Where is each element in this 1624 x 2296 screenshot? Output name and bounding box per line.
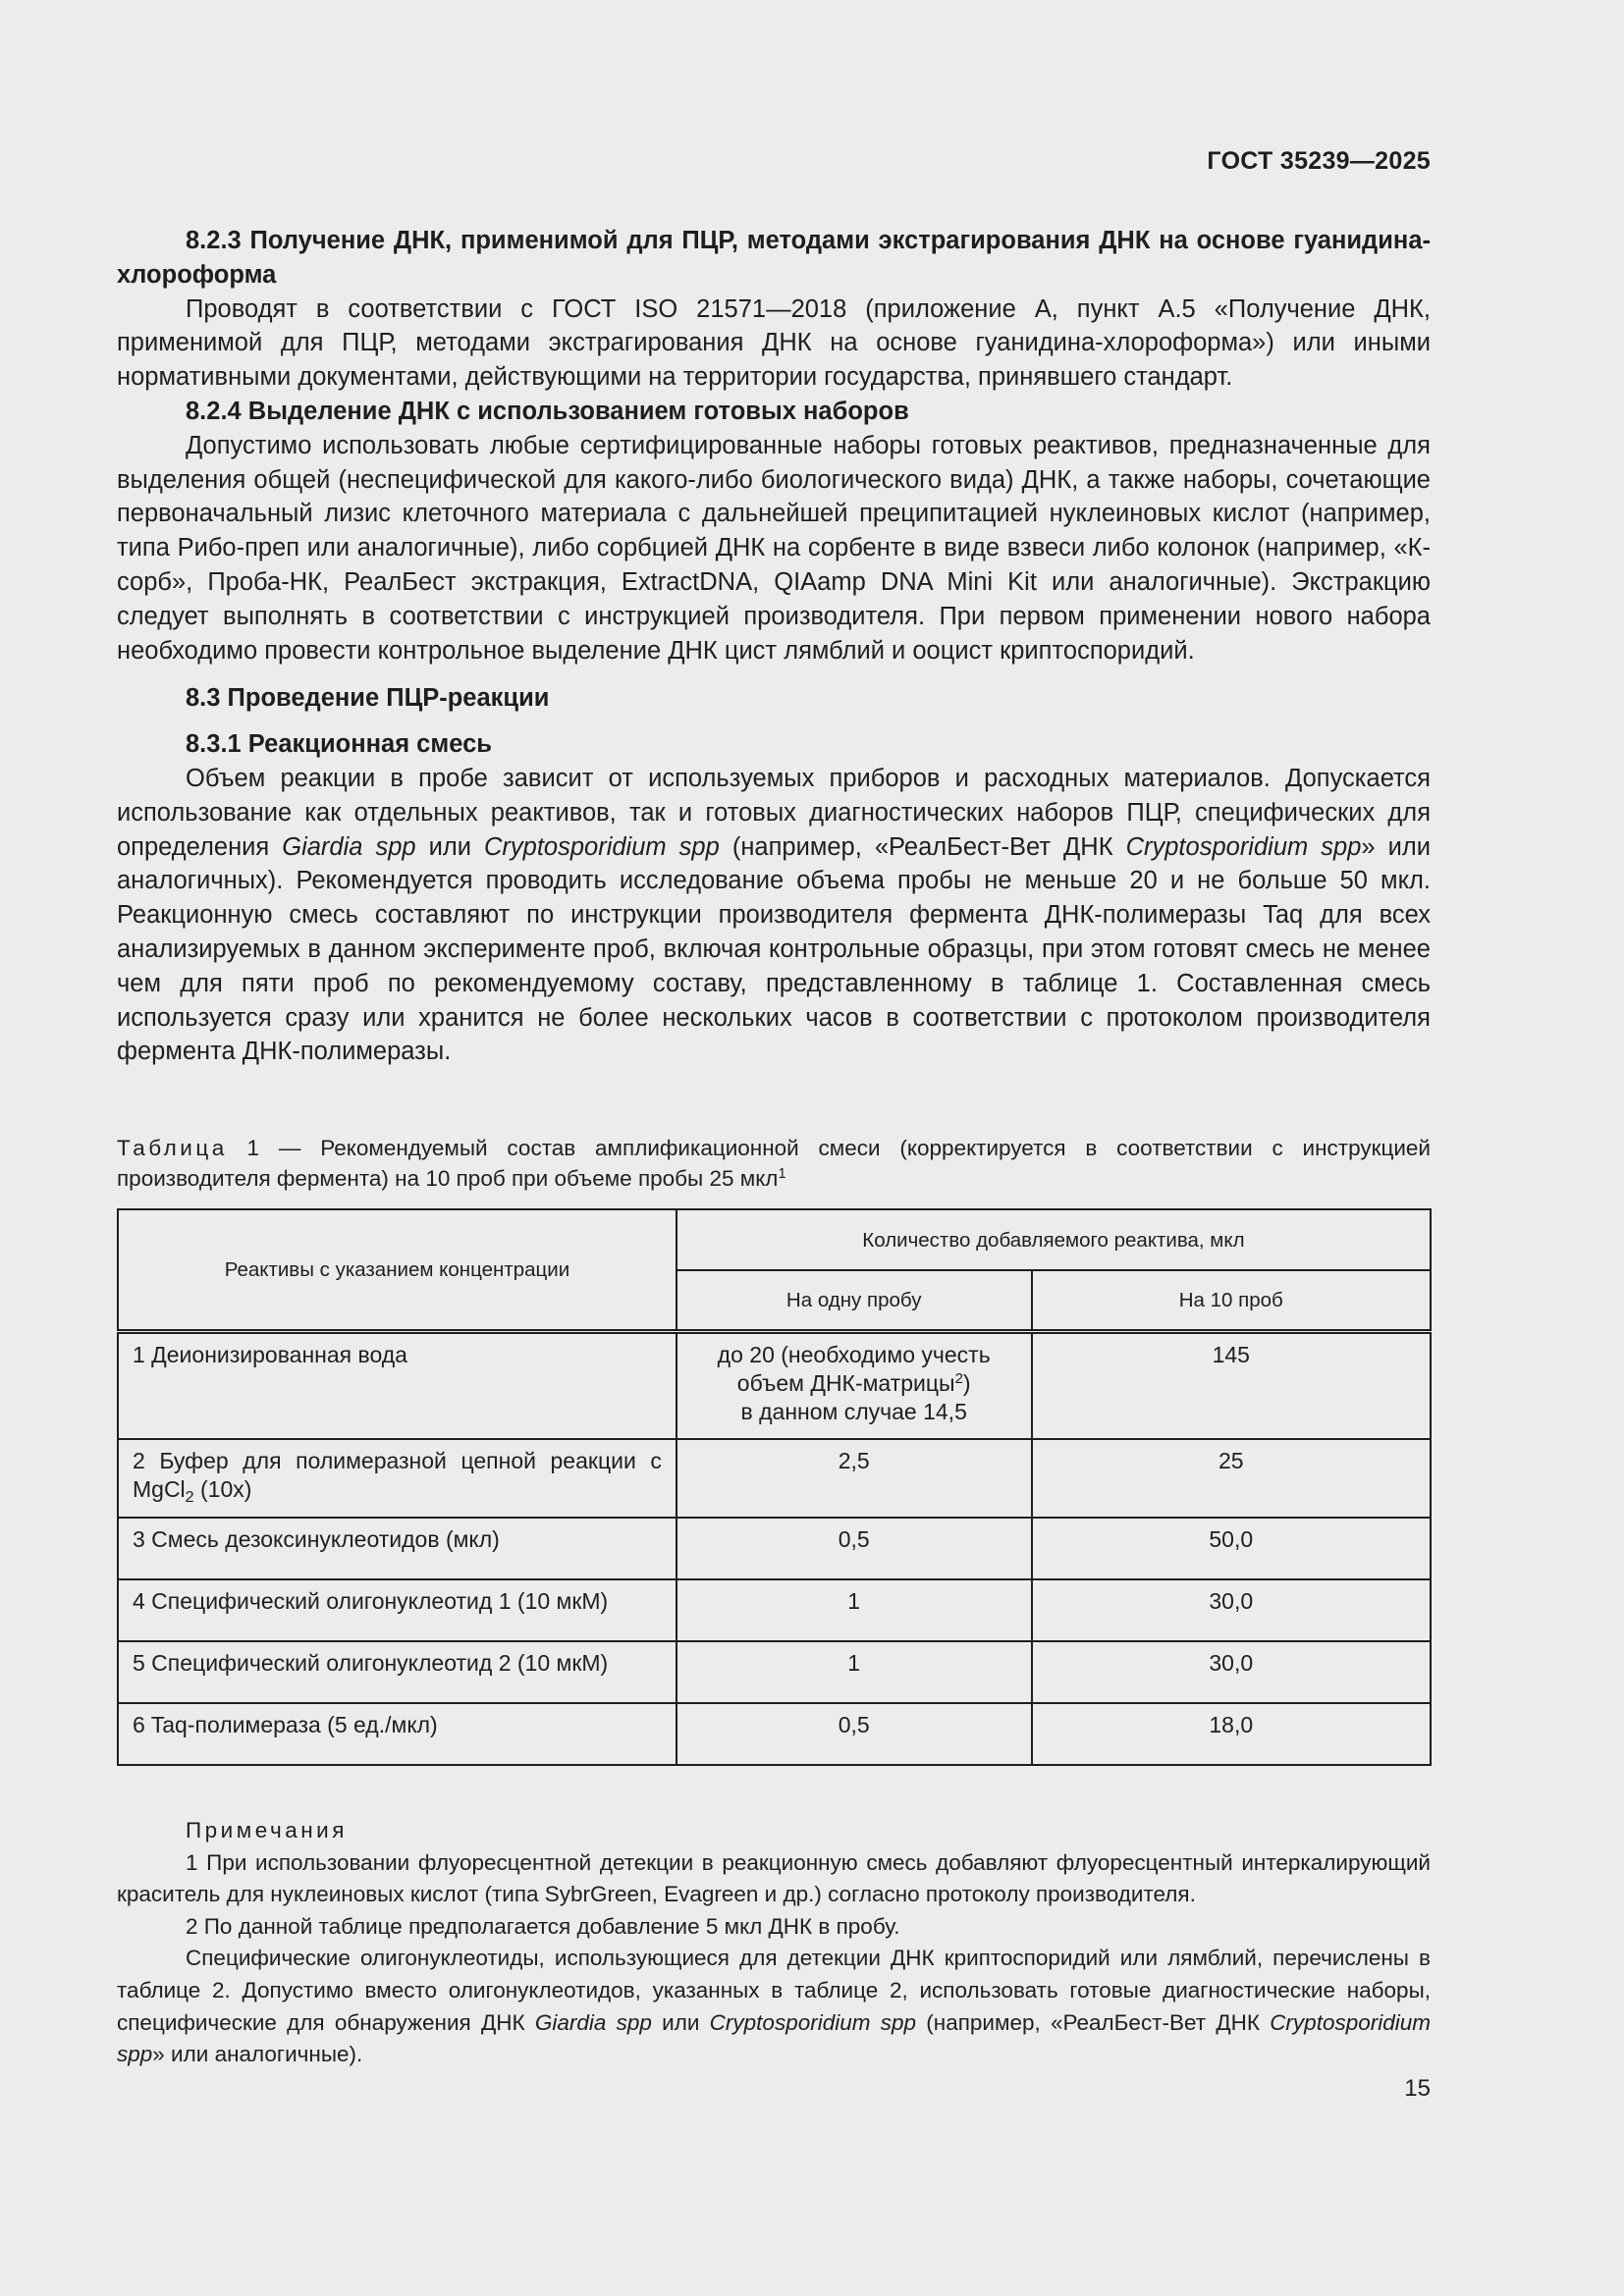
note-1: 1 При использовании флуоресцентной детекции в реакционную смесь добавляют флуоресцентный интеркалирующий краситель для нуклеиновых кислот (типа SybrGreen, Evagreen и др.) согласно протоколу производителя. [117,1849,1431,1907]
table-label: Таблица [117,1136,228,1160]
heading-8-2-4: 8.2.4 Выделение ДНК с использованием готовых наборов [186,397,909,425]
reagent-name: 4 Специфический олигонуклеотид 1 (10 мкМ) [118,1579,677,1641]
text-run: 2 Буфер для полимеразной цепной реакции с MgCl [133,1448,662,1502]
text-run: Объем реакции в пробе зависит от используемых приборов и расходных материалов. Допускается использование как отдельных реактивов, так и готовых диагностических наборов ПЦР, специфических для определения [117,764,1431,861]
heading-8-2-3: 8.2.3 Получение ДНК, применимой для ПЦР, методами экстрагирования ДНК на основе гуанидина-хлороформа [117,227,1431,289]
per-sample-value: 0,5 [677,1518,1032,1579]
per-10-value: 30,0 [1032,1579,1432,1641]
table-row [118,1703,1431,1765]
value-line: объем ДНК-матрицы [736,1369,955,1396]
footnote-ref: 2 [954,1369,963,1387]
paragraph-8-3-1 [117,762,1431,1069]
per-10-value: 18,0 [1032,1703,1432,1765]
text-run: » или аналогичных). Рекомендуется проводить исследование объема пробы не меньше 20 и не больше 50 мкл. Реакционную смесь составляют по инструкции производителя фермента ДНК-полимеразы Taq для всех анализируемых в данном эксперименте проб, включая контрольные образцы, при этом готовят смесь не менее чем для пяти проб по рекомендуемому составу, представленному в таблице 1. Составленная смесь используется сразу или хранится не более нескольких часов в соответствии с протоколом производителя фермента ДНК-полимеразы. [117,832,1431,1066]
header-reagents: Реактивы с указанием концентрации [118,1209,677,1331]
per-sample-value: 1 [677,1641,1032,1703]
text-run: или [415,832,484,861]
reagent-name [118,1439,677,1518]
notes-block [117,1815,1431,2071]
per-sample-value [677,1331,1032,1439]
main-text [117,224,1431,1069]
value-line: до 20 (необходимо учесть [717,1341,991,1367]
table-caption-text: 1 — Рекомендуемый состав амплификационной смеси (корректируется в соответствии с инструкцией производителя фермента) на 10 проб при объеме пробы 25 мкл [117,1136,1431,1191]
table-row [118,1439,1431,1518]
standard-header: ГОСТ 35239—2025 [1207,147,1431,175]
table-row [118,1579,1431,1641]
text-run: или [651,2009,710,2035]
header-per-10-samples: На 10 проб [1032,1270,1432,1331]
reagent-table [117,1208,1432,1766]
closing-paragraph [117,1943,1431,2070]
footnote-ref: 1 [778,1165,786,1182]
text-run: » или аналогичные). [152,2042,363,2067]
text-run: (10x) [193,1476,252,1502]
header-quantity-group: Количество добавляемого реактива, мкл [677,1209,1431,1270]
header-per-sample: На одну пробу [677,1270,1032,1331]
heading-8-3: 8.3 Проведение ПЦР-реакции [186,684,550,713]
per-10-value: 25 [1032,1439,1432,1518]
species-name: Giardia spp [534,2009,652,2035]
species-name: Cryptosporidium spp [117,2009,1431,2067]
table-caption [117,1133,1431,1194]
text-run: (например, «РеалБест-Вет ДНК [916,2009,1271,2035]
note-2: 2 По данной таблице предполагается добавление 5 мкл ДНК в пробу. [186,1913,900,1939]
reagent-name: 3 Смесь дезоксинуклеотидов (мкл) [118,1518,677,1579]
per-10-value: 145 [1032,1331,1432,1439]
reagent-name: 5 Специфический олигонуклеотид 2 (10 мкМ) [118,1641,677,1703]
table-row [118,1641,1431,1703]
paragraph-8-2-4: Допустимо использовать любые сертифицированные наборы готовых реактивов, предназначенные для выделения общей (неспецифической для какого-либо биологического вида) ДНК, а также наборы, сочетающие первоначальный лизис клеточного материала с дальнейшей преципитацией нуклеиновых кислот (например, типа Рибо-преп или аналогичные), либо сорбцией ДНК на сорбенте в виде взвеси либо колонок (например, «К-сорб», Проба-НК, РеалБест экстракция, ExtractDNA, QIAamp DNA Mini Kit или аналогичные). Экстракцию следует выполнять в соответствии с инструкцией производителя. При первом применении нового набора необходимо провести контрольное выделение ДНК цист лямблий и ооцист криптоспоридий. [117,431,1431,665]
per-sample-value: 2,5 [677,1439,1032,1518]
species-name: Cryptosporidium spp [484,832,720,861]
per-10-value: 50,0 [1032,1518,1432,1579]
species-name: Cryptosporidium spp [709,2009,917,2035]
table-row [118,1518,1431,1579]
text-run: Специфические олигонуклеотиды, использующиеся для детекции ДНК криптоспоридий или лямблий, перечислены в таблице 2. Допустимо вместо олигонуклеотидов, указанных в таблице 2, использовать готовые диагностические наборы, специфические для обнаружения ДНК [117,1946,1431,2035]
value-line: в данном случае 14,5 [740,1398,967,1424]
page-number: 15 [1404,2075,1431,2102]
heading-8-3-1: 8.3.1 Реакционная смесь [186,730,492,759]
per-sample-value: 1 [677,1579,1032,1641]
per-10-value: 30,0 [1032,1641,1432,1703]
reagent-name: 1 Деионизированная вода [118,1331,677,1439]
notes-title: Примечания [186,1818,348,1842]
table-row [118,1331,1431,1439]
reagent-name: 6 Taq-полимераза (5 ед./мкл) [118,1703,677,1765]
subscript: 2 [185,1487,194,1506]
value-line: ) [962,1369,971,1396]
species-name: Cryptosporidium spp [1125,832,1362,861]
text-run: (например, «РеалБест-Вет ДНК [719,832,1126,861]
per-sample-value: 0,5 [677,1703,1032,1765]
paragraph-8-2-3: Проводят в соответствии с ГОСТ ISO 21571—2018 (приложение А, пункт А.5 «Получение ДНК, применимой для ПЦР, методами экстрагирования ДНК на основе гуанидина-хлороформа») или иными нормативными документами, действующими на территории государства, принявшего стандарт. [117,294,1431,392]
species-name: Giardia spp [282,832,416,861]
